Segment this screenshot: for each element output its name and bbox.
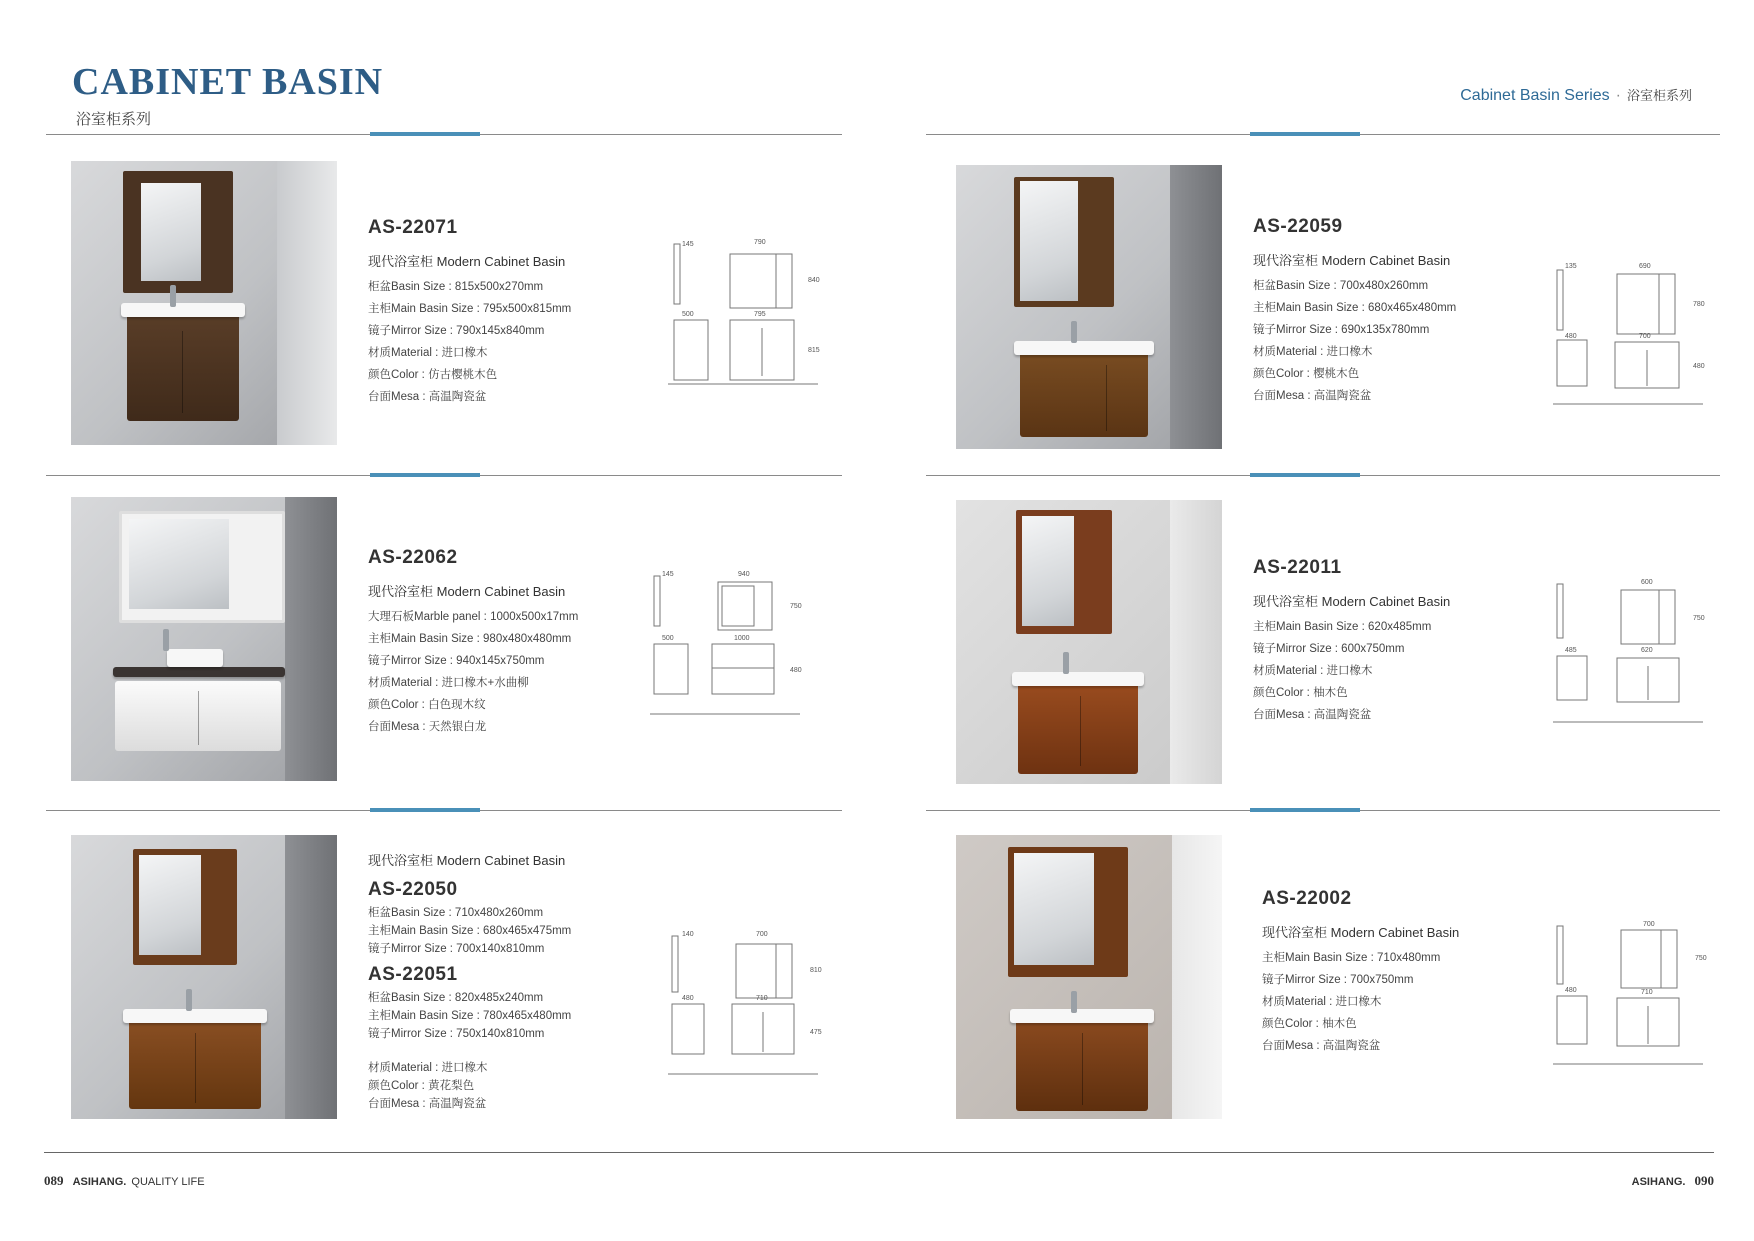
spec-line: 颜色Color : 柚木色 — [1253, 687, 1348, 699]
spec-line: 镜子Mirror Size : 940x145x750mm — [368, 655, 545, 667]
technical-drawing — [668, 236, 828, 386]
spec-line: 柜盆Basin Size : 700x480x260mm — [1253, 280, 1429, 292]
spec-line: 大理石板Marble panel : 1000x500x17mm — [368, 611, 579, 623]
spec-line: 主柜Main Basin Size : 980x480x480mm — [368, 633, 572, 645]
divider-accent — [1250, 473, 1360, 477]
footer-tagline: QUALITY LIFE — [131, 1176, 205, 1188]
spec-line: 主柜Main Basin Size : 680x465x475mm — [368, 925, 572, 937]
spec-line: 材质Material : 进口橡木 — [368, 1062, 488, 1074]
dim-label: 790 — [754, 239, 766, 246]
spec-line: 柜盆Basin Size : 710x480x260mm — [368, 907, 544, 919]
technical-drawing — [650, 568, 810, 718]
technical-drawing — [1553, 578, 1713, 728]
dim-label: 750 — [790, 603, 802, 610]
page-subtitle: 浴室柜系列 — [76, 111, 152, 128]
page-number-left: 089 — [44, 1173, 64, 1188]
spec-line: 镜子Mirror Size : 700x140x810mm — [368, 943, 545, 955]
product-specs — [368, 989, 571, 1043]
dim-label: 600 — [1641, 579, 1653, 586]
dim-label: 780 — [1693, 301, 1705, 308]
dim-label: 710 — [1641, 989, 1653, 996]
dim-label: 480 — [682, 995, 694, 1002]
footer-rule — [44, 1152, 1714, 1153]
divider-accent — [370, 808, 480, 812]
product-model: AS-22011 — [1253, 557, 1342, 578]
spec-line: 台面Mesa : 高温陶瓷盆 — [368, 391, 487, 403]
spec-line: 颜色Color : 黄花梨色 — [368, 1080, 475, 1092]
spec-line: 镜子Mirror Size : 790x145x840mm — [368, 325, 545, 337]
product-specs — [368, 1059, 488, 1113]
dim-label: 840 — [808, 277, 820, 284]
spec-line: 颜色Color : 仿古樱桃木色 — [368, 369, 498, 381]
spec-line: 柜盆Basin Size : 815x500x270mm — [368, 281, 544, 293]
spec-line: 台面Mesa : 高温陶瓷盆 — [1253, 709, 1372, 721]
dim-label: 480 — [1565, 333, 1577, 340]
product-subtitle: 现代浴室柜 Modern Cabinet Basin — [1253, 594, 1451, 609]
product-model: AS-22002 — [1262, 888, 1352, 909]
spec-line: 主柜Main Basin Size : 780x465x480mm — [368, 1010, 572, 1022]
dim-label: 700 — [756, 931, 768, 938]
product-model: AS-22051 — [368, 964, 458, 985]
series-separator: · — [1615, 87, 1621, 104]
footer-brand: ASIHANG. — [1631, 1176, 1686, 1188]
drawing-svg — [668, 236, 828, 386]
dim-label: 140 — [682, 931, 694, 938]
dim-label: 500 — [662, 635, 674, 642]
divider-accent — [370, 132, 480, 136]
dim-label: 480 — [1565, 987, 1577, 994]
product-subtitle: 现代浴室柜 Modern Cabinet Basin — [368, 254, 566, 269]
spec-line: 镜子Mirror Size : 690x135x780mm — [1253, 324, 1430, 336]
drawing-svg — [650, 568, 810, 718]
product-model: AS-22062 — [368, 547, 458, 568]
product-model: AS-22050 — [368, 879, 458, 900]
product-photo-as-22002 — [956, 835, 1222, 1119]
spec-line: 柜盆Basin Size : 820x485x240mm — [368, 992, 544, 1004]
drawing-svg — [1553, 578, 1713, 728]
dim-label: 475 — [810, 1029, 822, 1036]
spec-line: 主柜Main Basin Size : 795x500x815mm — [368, 303, 572, 315]
dim-label: 690 — [1639, 263, 1651, 270]
product-specs — [1253, 275, 1456, 407]
spec-line: 颜色Color : 白色现木纹 — [368, 699, 486, 711]
footer-right — [1632, 1173, 1714, 1189]
series-label-cn: 浴室柜系列 — [1626, 88, 1692, 103]
dim-label: 620 — [1641, 647, 1653, 654]
dim-label: 480 — [1693, 363, 1705, 370]
dim-label: 940 — [738, 571, 750, 578]
dim-label: 145 — [682, 241, 694, 248]
spec-line: 镜子Mirror Size : 700x750mm — [1262, 974, 1414, 986]
page-title: CABINET BASIN — [72, 61, 384, 103]
product-subtitle: 现代浴室柜 Modern Cabinet Basin — [1253, 253, 1451, 268]
product-photo-as-22071 — [71, 161, 337, 445]
dim-label: 710 — [756, 995, 768, 1002]
product-photo-as-22050 — [71, 835, 337, 1119]
product-specs — [1262, 947, 1440, 1057]
divider-accent — [1250, 808, 1360, 812]
divider-accent — [370, 473, 480, 477]
dim-label: 810 — [810, 967, 822, 974]
dim-label: 815 — [808, 347, 820, 354]
spec-line: 台面Mesa : 高温陶瓷盆 — [1262, 1040, 1381, 1052]
product-specs — [368, 904, 571, 958]
spec-line: 台面Mesa : 高温陶瓷盆 — [1253, 390, 1372, 402]
spec-line: 主柜Main Basin Size : 620x485mm — [1253, 621, 1432, 633]
product-specs — [368, 606, 578, 738]
product-model: AS-22059 — [1253, 216, 1343, 237]
footer-brand: ASIHANG. — [72, 1176, 127, 1188]
spec-line: 主柜Main Basin Size : 680x465x480mm — [1253, 302, 1457, 314]
spec-line: 主柜Main Basin Size : 710x480mm — [1262, 952, 1441, 964]
spec-line: 材质Material : 进口橡木 — [1253, 346, 1373, 358]
divider-accent — [1250, 132, 1360, 136]
product-subtitle: 现代浴室柜 Modern Cabinet Basin — [368, 853, 566, 868]
product-subtitle: 现代浴室柜 Modern Cabinet Basin — [368, 584, 566, 599]
series-label — [1460, 85, 1692, 105]
drawing-svg — [1553, 260, 1713, 410]
spec-line: 台面Mesa : 天然银白龙 — [368, 721, 487, 733]
dim-label: 500 — [682, 311, 694, 318]
series-label-en: Cabinet Basin Series — [1460, 87, 1610, 104]
spec-line: 材质Material : 进口橡木+水曲柳 — [368, 677, 529, 689]
dim-label: 135 — [1565, 263, 1577, 270]
spec-line: 材质Material : 进口橡木 — [1253, 665, 1373, 677]
spec-line: 材质Material : 进口橡木 — [1262, 996, 1382, 1008]
product-model: AS-22071 — [368, 217, 458, 238]
technical-drawing — [668, 930, 828, 1080]
dim-label: 700 — [1643, 921, 1655, 928]
footer-left — [44, 1173, 205, 1189]
spec-line: 镜子Mirror Size : 750x140x810mm — [368, 1028, 545, 1040]
spec-line: 镜子Mirror Size : 600x750mm — [1253, 643, 1405, 655]
spec-line: 台面Mesa : 高温陶瓷盆 — [368, 1098, 487, 1110]
dim-label: 485 — [1565, 647, 1577, 654]
spec-line: 材质Material : 进口橡木 — [368, 347, 488, 359]
spec-line: 颜色Color : 樱桃木色 — [1253, 368, 1360, 380]
product-specs — [1253, 616, 1431, 726]
spec-line: 颜色Color : 柚木色 — [1262, 1018, 1357, 1030]
technical-drawing — [1553, 260, 1713, 410]
product-photo-as-22062 — [71, 497, 337, 781]
dim-label: 795 — [754, 311, 766, 318]
product-subtitle: 现代浴室柜 Modern Cabinet Basin — [1262, 925, 1460, 940]
technical-drawing — [1553, 920, 1713, 1070]
dim-label: 1000 — [734, 635, 750, 642]
drawing-svg — [668, 930, 828, 1080]
page-number-right: 090 — [1694, 1173, 1714, 1188]
dim-label: 145 — [662, 571, 674, 578]
dim-label: 750 — [1695, 955, 1707, 962]
drawing-svg — [1553, 920, 1713, 1070]
dim-label: 700 — [1639, 333, 1651, 340]
product-specs — [368, 276, 571, 408]
product-photo-as-22011 — [956, 500, 1222, 784]
dim-label: 480 — [790, 667, 802, 674]
dim-label: 750 — [1693, 615, 1705, 622]
product-photo-as-22059 — [956, 165, 1222, 449]
